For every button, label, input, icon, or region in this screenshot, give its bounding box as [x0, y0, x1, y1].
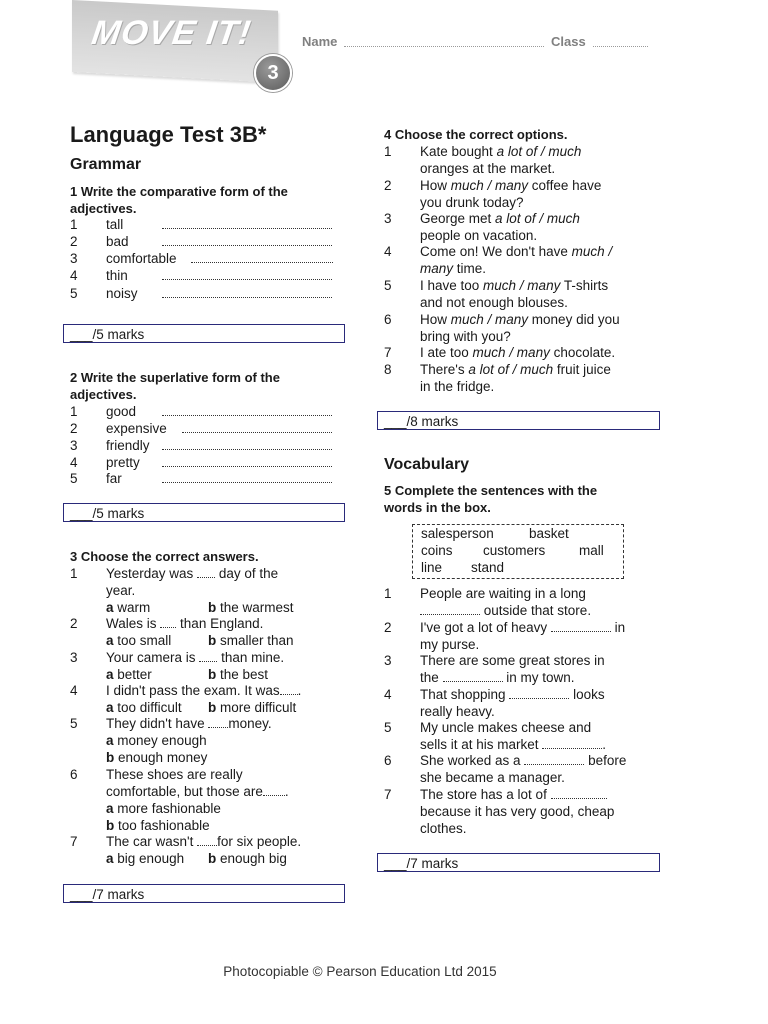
option-text: better — [117, 667, 152, 682]
blank[interactable] — [551, 786, 607, 799]
option-text: more difficult — [220, 700, 297, 715]
text: . — [602, 737, 607, 752]
q4-item — [384, 143, 674, 177]
item-number: 4 — [384, 244, 392, 259]
q3-item — [70, 766, 345, 834]
item-number: 4 — [70, 455, 78, 470]
q2-marks-box[interactable]: ___/5 marks — [63, 503, 345, 522]
blank[interactable] — [160, 615, 176, 628]
item-line — [420, 752, 626, 769]
q1-heading — [70, 183, 288, 217]
text: Wales is — [106, 616, 157, 631]
text: There's — [420, 362, 469, 377]
text: coffee have — [528, 178, 602, 193]
item-number: 2 — [70, 421, 78, 436]
q3-item — [70, 649, 345, 683]
option-text: warm — [117, 600, 151, 615]
choice-options[interactable]: much / many — [472, 345, 550, 360]
blank[interactable] — [197, 833, 217, 846]
q4-item — [384, 361, 674, 395]
blank[interactable] — [542, 736, 602, 749]
text: . — [297, 683, 302, 698]
box-word: coins — [421, 543, 453, 558]
q1-heading-line2: adjectives. — [70, 201, 137, 216]
item-number: 3 — [70, 251, 78, 266]
item-word: noisy — [106, 286, 138, 301]
text: in my town. — [502, 670, 575, 685]
text: I didn't pass the exam. It was — [106, 683, 280, 698]
q5-item — [384, 719, 674, 753]
q4-item — [384, 344, 674, 361]
item-line — [420, 602, 591, 619]
choice-options[interactable]: much / — [571, 244, 613, 259]
text: in — [610, 620, 626, 635]
blank[interactable] — [524, 752, 584, 765]
blank[interactable] — [420, 602, 480, 615]
item-line — [420, 260, 486, 277]
answer-line[interactable] — [162, 454, 332, 467]
text: The car wasn't — [106, 834, 194, 849]
item-word: far — [106, 471, 122, 486]
q4-heading: 4 Choose the correct options. — [384, 127, 568, 142]
q5-item — [384, 652, 674, 686]
name-label: Name — [302, 34, 338, 49]
q3-item — [70, 682, 345, 716]
unit-badge: 3 — [254, 54, 292, 92]
box-word: customers — [483, 543, 546, 558]
option-text: smaller than — [220, 633, 294, 648]
item-number: 1 — [70, 217, 78, 232]
q1-item — [70, 233, 340, 250]
answer-line[interactable] — [162, 233, 332, 246]
item-number: 7 — [384, 787, 392, 802]
q2-heading-line1: 2 Write the superlative form of the — [70, 370, 280, 385]
item-number: 6 — [384, 753, 392, 768]
option-text: too difficult — [117, 700, 182, 715]
option-a[interactable]: a more fashionable — [106, 801, 221, 816]
item-line: you drunk today? — [420, 195, 524, 210]
q5-marks-box[interactable]: ___/7 marks — [377, 853, 660, 872]
text: money. — [228, 716, 272, 731]
text: for six people. — [217, 834, 302, 849]
item-line: People are waiting in a long — [420, 586, 586, 601]
text: How — [420, 178, 451, 193]
item-line — [106, 615, 263, 632]
option-b[interactable]: b the warmest — [208, 600, 294, 615]
text: day of the — [218, 566, 279, 581]
text: They didn't have — [106, 716, 205, 731]
item-word: expensive — [106, 421, 167, 436]
item-number: 4 — [384, 687, 392, 702]
q5-item — [384, 619, 674, 653]
item-line — [420, 786, 607, 803]
item-number: 5 — [384, 278, 392, 293]
option-a[interactable]: a better — [106, 667, 152, 682]
text: the — [420, 670, 443, 685]
item-line: my purse. — [420, 637, 480, 652]
q5-heading-line2: words in the box. — [384, 500, 491, 515]
choice-options[interactable]: much / many — [450, 178, 529, 193]
item-word: good — [106, 404, 137, 419]
item-line — [420, 210, 580, 227]
item-number: 5 — [70, 716, 78, 731]
item-line — [420, 177, 601, 194]
q5-heading-line1: 5 Complete the sentences with the — [384, 483, 598, 498]
text: I have too — [420, 278, 484, 293]
text: chocolate. — [549, 345, 616, 360]
text: than England. — [180, 616, 264, 631]
answer-line[interactable] — [162, 285, 332, 298]
answer-line[interactable] — [162, 216, 332, 229]
item-number: 7 — [384, 345, 392, 360]
option-b[interactable]: b enough big — [208, 851, 287, 866]
item-number: 1 — [384, 144, 392, 159]
blank[interactable] — [197, 565, 215, 578]
answer-line[interactable] — [162, 403, 332, 416]
option-text: enough money — [118, 750, 208, 765]
class-field[interactable] — [593, 38, 648, 47]
item-number: 6 — [70, 767, 78, 782]
item-line: people on vacation. — [420, 228, 538, 243]
item-line — [420, 686, 605, 703]
q2-heading — [70, 369, 280, 403]
item-line — [420, 361, 611, 378]
blank[interactable] — [208, 715, 228, 728]
item-line: There are some great stores in — [420, 653, 605, 668]
item-word: comfortable — [106, 251, 177, 266]
item-line: really heavy. — [420, 704, 495, 719]
item-number: 1 — [384, 586, 392, 601]
option-text: the warmest — [220, 600, 294, 615]
item-line — [420, 311, 620, 328]
q2-item — [70, 437, 340, 454]
item-number: 2 — [70, 234, 78, 249]
q1-item — [70, 285, 340, 302]
option-b[interactable]: b smaller than — [208, 633, 294, 648]
item-number: 5 — [70, 471, 78, 486]
item-line — [420, 619, 625, 636]
q2-item — [70, 454, 340, 471]
text: comfortable, but those are — [106, 784, 263, 799]
q4-item — [384, 177, 674, 211]
box-word: line — [421, 560, 443, 575]
text: . — [284, 784, 289, 799]
item-number: 3 — [384, 211, 392, 226]
item-line — [420, 344, 615, 361]
answer-line[interactable] — [162, 267, 332, 280]
text: sells it at his market — [420, 737, 543, 752]
item-line: because it has very good, cheap — [420, 804, 615, 819]
q1-marks-box[interactable]: ___/5 marks — [63, 324, 345, 343]
item-line — [420, 243, 612, 260]
text: money did you — [528, 312, 620, 327]
q5-item — [384, 686, 674, 720]
option-a[interactable]: a too difficult — [106, 700, 182, 715]
choice-options[interactable]: many — [420, 261, 454, 276]
box-word: salesperson — [421, 526, 494, 541]
q4-item — [384, 277, 674, 311]
q1-item — [70, 267, 340, 284]
q5-item — [384, 786, 674, 837]
q3-item — [70, 565, 345, 616]
item-number: 5 — [70, 286, 78, 301]
choice-options[interactable]: much / many — [483, 278, 561, 293]
item-word: pretty — [106, 455, 140, 470]
blank[interactable] — [199, 649, 217, 662]
q1-item — [70, 250, 340, 267]
q2-item — [70, 420, 340, 437]
item-line — [420, 736, 606, 753]
q3-heading: 3 Choose the correct answers. — [70, 549, 259, 564]
choice-options[interactable]: a lot of / much — [496, 144, 582, 159]
name-field[interactable] — [344, 38, 544, 47]
option-a[interactable]: a money enough — [106, 733, 207, 748]
q4-item — [384, 243, 674, 277]
item-line — [106, 783, 289, 800]
text: Your camera is — [106, 650, 196, 665]
text: Yesterday was — [106, 566, 194, 581]
logo-text: MOVE IT! — [89, 14, 254, 52]
option-text: big enough — [117, 851, 185, 866]
test-title: Language Test 3B* — [70, 122, 267, 147]
blank[interactable] — [509, 686, 569, 699]
option-text: enough big — [220, 851, 287, 866]
text: Kate bought — [420, 144, 497, 159]
text: I ate too — [420, 345, 473, 360]
answer-line[interactable] — [191, 250, 333, 263]
text: looks — [569, 687, 605, 702]
q5-heading — [384, 482, 597, 516]
item-line: year. — [106, 583, 136, 598]
item-number: 3 — [384, 653, 392, 668]
item-line — [420, 669, 575, 686]
vocabulary-title: Vocabulary — [384, 456, 470, 473]
option-b[interactable]: b enough money — [106, 750, 208, 765]
blank[interactable] — [263, 783, 285, 796]
text: outside that store. — [480, 603, 592, 618]
q3-marks-box[interactable]: ___/7 marks — [63, 884, 345, 903]
class-label: Class — [551, 34, 586, 49]
box-word: basket — [529, 526, 569, 541]
option-b[interactable]: b too fashionable — [106, 818, 210, 833]
option-text: more fashionable — [117, 801, 221, 816]
item-number: 2 — [384, 178, 392, 193]
q1-item — [70, 216, 340, 233]
text: She worked as a — [420, 753, 525, 768]
q3-item — [70, 715, 345, 766]
item-line — [106, 649, 284, 666]
answer-line[interactable] — [162, 470, 332, 483]
text: I've got a lot of heavy — [420, 620, 551, 635]
q4-marks-box[interactable]: ___/8 marks — [377, 411, 660, 430]
item-number: 6 — [384, 312, 392, 327]
q4-item — [384, 210, 674, 244]
item-number: 2 — [384, 620, 392, 635]
text: T-shirts — [560, 278, 609, 293]
blank[interactable] — [551, 619, 611, 632]
text: The store has a lot of — [420, 787, 551, 802]
item-word: friendly — [106, 438, 150, 453]
item-line: My uncle makes cheese and — [420, 720, 592, 735]
q5-item — [384, 752, 674, 786]
text: How — [420, 312, 451, 327]
option-a[interactable]: a too small — [106, 633, 172, 648]
text: George met — [420, 211, 496, 226]
option-b[interactable]: b the best — [208, 667, 269, 682]
answer-line[interactable] — [182, 420, 332, 433]
item-line — [106, 565, 278, 582]
item-line: clothes. — [420, 821, 467, 836]
q2-heading-line2: adjectives. — [70, 387, 137, 402]
item-number: 5 — [384, 720, 392, 735]
item-line — [420, 277, 608, 294]
item-number: 3 — [70, 438, 78, 453]
item-word: bad — [106, 234, 129, 249]
item-line — [106, 715, 272, 732]
item-line: and not enough blouses. — [420, 295, 568, 310]
choice-options[interactable]: a lot of / much — [495, 211, 580, 226]
item-line: oranges at the market. — [420, 161, 556, 176]
item-line — [420, 143, 581, 160]
option-text: too small — [117, 633, 172, 648]
q3-item — [70, 615, 345, 649]
option-text: the best — [220, 667, 269, 682]
option-b[interactable]: b more difficult — [208, 700, 297, 715]
item-line: These shoes are really — [106, 767, 243, 782]
box-word: mall — [579, 543, 604, 558]
text: than mine. — [221, 650, 285, 665]
item-word: tall — [106, 217, 124, 232]
item-line — [106, 833, 301, 850]
item-number: 2 — [70, 616, 78, 631]
choice-options[interactable]: a lot of / much — [468, 362, 554, 377]
item-number: 4 — [70, 268, 78, 283]
item-number: 3 — [70, 650, 78, 665]
item-number: 1 — [70, 566, 78, 581]
text: time. — [453, 261, 487, 276]
option-text: money enough — [117, 733, 207, 748]
option-a[interactable]: a big enough — [106, 851, 185, 866]
item-line: bring with you? — [420, 329, 511, 344]
grammar-title: Grammar — [70, 156, 142, 173]
q5-item — [384, 585, 674, 619]
answer-line[interactable] — [162, 437, 332, 450]
blank[interactable] — [280, 682, 298, 695]
item-number: 7 — [70, 834, 78, 849]
q1-heading-line1: 1 Write the comparative form of the — [70, 184, 288, 199]
item-line: she became a manager. — [420, 770, 565, 785]
item-line: in the fridge. — [420, 379, 495, 394]
option-a[interactable]: a warm — [106, 600, 151, 615]
q2-item — [70, 470, 340, 487]
q4-item — [384, 311, 674, 345]
footer-copyright: Photocopiable © Pearson Education Ltd 2015 — [223, 964, 497, 979]
choice-options[interactable]: much / many — [450, 312, 529, 327]
text: That shopping — [420, 687, 510, 702]
item-number: 1 — [70, 404, 78, 419]
word-box — [412, 524, 624, 579]
item-line — [106, 682, 301, 699]
text: Come on! We don't have — [420, 244, 572, 259]
blank[interactable] — [443, 669, 503, 682]
item-number: 4 — [70, 683, 78, 698]
q2-item — [70, 403, 340, 420]
item-word: thin — [106, 268, 128, 283]
item-number: 8 — [384, 362, 392, 377]
text: before — [584, 753, 627, 768]
box-word: stand — [471, 560, 505, 575]
option-text: too fashionable — [118, 818, 210, 833]
text: fruit juice — [553, 362, 611, 377]
q3-item — [70, 833, 345, 867]
